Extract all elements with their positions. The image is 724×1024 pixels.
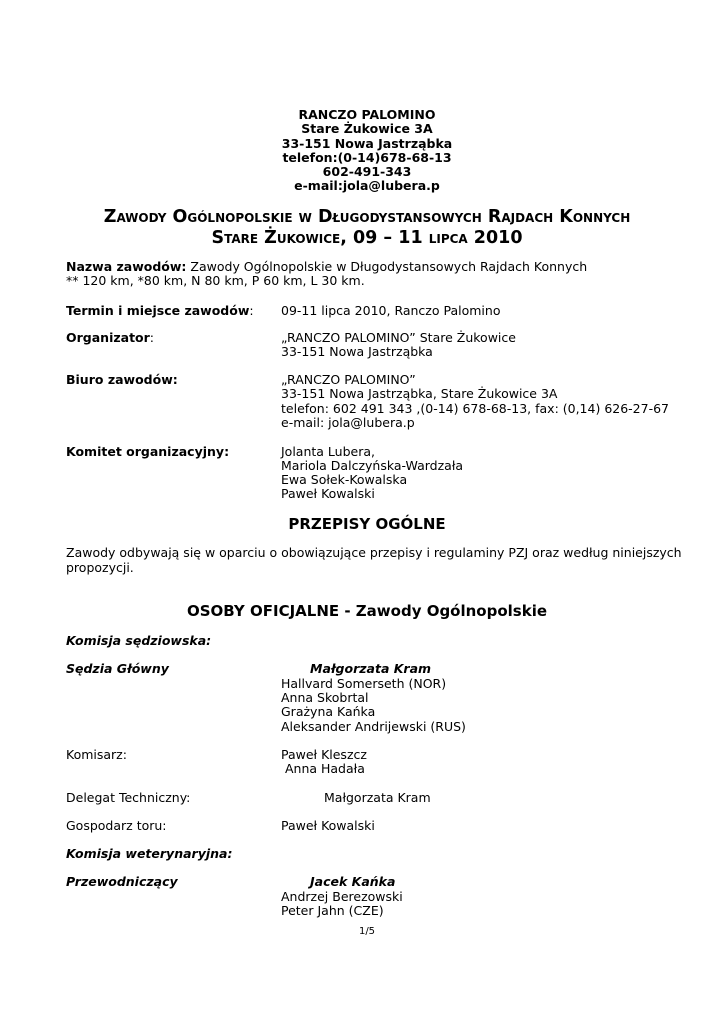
event-distances: ** 120 km, *80 km, N 80 km, P 60 km, L 30 km. (66, 273, 365, 288)
steward-label: Komisarz: (66, 747, 127, 762)
header-phone: telefon:(0-14)678-68-13 (282, 150, 452, 165)
header-ranch-name: RANCZO PALOMINO (298, 107, 436, 122)
vet-chair-name: Jacek Kańka (310, 874, 396, 889)
chief-judge-label: Sędzia Główny (66, 661, 169, 676)
term-label-line (66, 304, 254, 319)
term-label: Termin i miejsce zawodów (66, 303, 250, 318)
course-designer-name: Paweł Kowalski (281, 818, 375, 833)
vet-member-1: Andrzej Berezowski (281, 889, 403, 904)
document-subtitle: Stare Żukowice, 09 – 11 lipca 2010 (211, 228, 523, 248)
event-name-value: Zawody Ogólnopolskie w Długodystansowych Rajdach Konnych (186, 259, 588, 274)
committee-member-2: Mariola Dalczyńska-Wardzała (281, 458, 464, 473)
jury-member-2: Anna Skobrtal (281, 690, 369, 705)
organizer-label-suffix: : (149, 330, 155, 345)
office-label: Biuro zawodów: (66, 372, 178, 387)
chief-judge-name: Małgorzata Kram (310, 661, 432, 676)
organizer-label: Organizator (66, 330, 150, 345)
page-number: 1/5 (358, 926, 376, 937)
general-rules-text-1: Zawody odbywają się w oparciu o obowiązujące przepisy i regulaminy PZJ oraz według niniejszych (66, 545, 682, 560)
office-line-3: telefon: 602 491 343 ,(0-14) 678-68-13, fax: (0,14) 626-27-67 (281, 401, 670, 416)
header-email: e-mail:jola@lubera.p (294, 178, 440, 193)
vet-member-2: Peter Jahn (CZE) (281, 903, 384, 918)
tech-delegate-label: Delegat Techniczny: (66, 790, 191, 805)
officials-heading: OSOBY OFICJALNE - Zawody Ogólnopolskie (186, 602, 548, 620)
term-value: 09-11 lipca 2010, Ranczo Palomino (281, 303, 501, 318)
general-rules-heading: PRZEPISY OGÓLNE (288, 515, 446, 533)
jury-member-1: Hallvard Somerseth (NOR) (281, 676, 447, 691)
term-label-suffix: : (249, 303, 254, 318)
tech-delegate-name: Małgorzata Kram (324, 790, 431, 805)
committee-member-3: Ewa Sołek-Kowalska (281, 472, 408, 487)
event-name-label: Nazwa zawodów: (66, 259, 187, 274)
header-mobile: 602-491-343 (322, 164, 412, 179)
steward-2: Anna Hadała (281, 761, 365, 776)
header-city: 33-151 Nowa Jastrząbka (281, 136, 453, 151)
jury-label: Komisja sędziowska: (66, 633, 212, 648)
course-designer-label: Gospodarz toru: (66, 818, 167, 833)
office-line-2: 33-151 Nowa Jastrząbka, Stare Żukowice 3A (281, 386, 558, 401)
organizer-label-line (66, 331, 154, 346)
document-title: Zawody Ogólnopolskie w Długodystansowych Rajdach Konnych (103, 207, 631, 227)
organizer-line-2: 33-151 Nowa Jastrząbka (281, 344, 433, 359)
jury-member-4: Aleksander Andrijewski (RUS) (281, 719, 466, 734)
general-rules-text-2: propozycji. (66, 560, 134, 575)
steward-1: Paweł Kleszcz (281, 747, 367, 762)
vet-chair-label: Przewodniczący (66, 874, 178, 889)
office-email: e-mail: jola@lubera.p (281, 415, 415, 430)
committee-member-4: Paweł Kowalski (281, 486, 375, 501)
vet-commission-label: Komisja weterynaryjna: (66, 846, 233, 861)
committee-member-1: Jolanta Lubera, (281, 444, 375, 459)
committee-label: Komitet organizacyjny: (66, 444, 230, 459)
jury-member-3: Grażyna Kańka (281, 704, 376, 719)
organizer-line-1: „RANCZO PALOMINO” Stare Żukowice (281, 330, 516, 345)
office-line-1: „RANCZO PALOMINO” (281, 372, 416, 387)
header-street: Stare Żukowice 3A (301, 121, 433, 136)
